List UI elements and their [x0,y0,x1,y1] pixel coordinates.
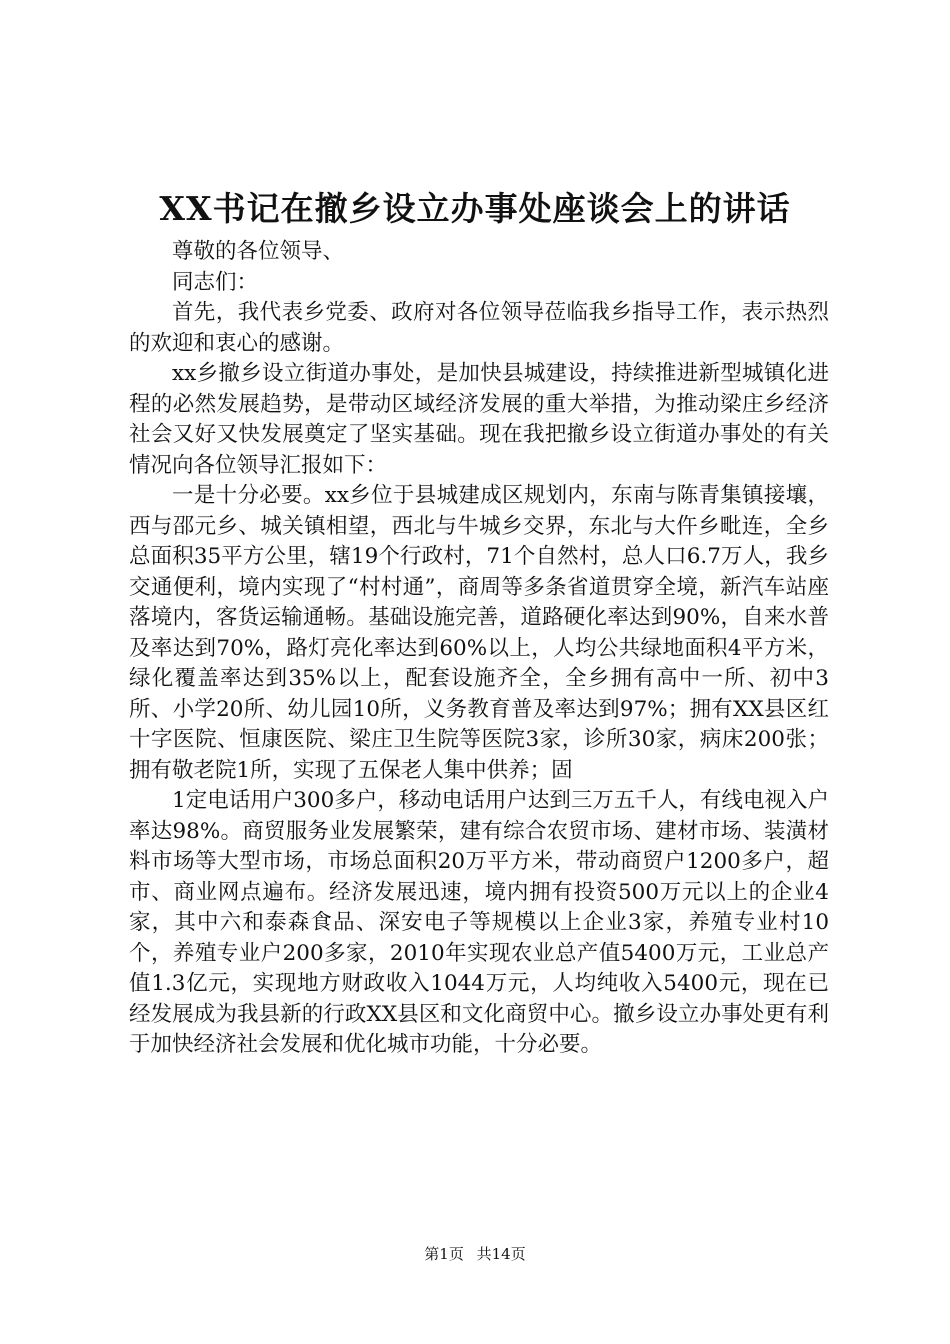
paragraph-intro: xx乡撤乡设立街道办事处，是加快县城建设，持续推进新型城镇化进程的必然发展趋势，是带动区域经济发展的重大举措，为推动梁庄乡经济社会又好又快发展奠定了坚实基础。现在我把撤乡设立街道办事处的有关情况向各位领导汇报如下： [129,361,829,478]
page-total: 共14页 [476,1245,526,1263]
page-number: 第1页 [424,1245,464,1263]
page-footer [0,1243,950,1265]
paragraph-continued: 1定电话用户300多户，移动电话用户达到三万五千人，有线电视入户率达98%。商贸服务业发展繁荣，建有综合农贸市场、建材市场、装潢材料市场等大型市场，市场总面积20万平方米，带动商贸户1200多户，超市、商业网点遍布。经济发展迅速，境内拥有投资500万元以上的企业4家，其中六和泰森食品、深安电子等规模以上企业3家，养殖专业村10个，养殖专业户200多家，2010年实现农业总产值5400万元，工业总产值1.3亿元，实现地方财政收入1044万元，人均纯收入5400元，现在已经发展成为我县新的行政XX县区和文化商贸中心。撤乡设立办事处更有利于加快经济社会发展和优化城市功能，十分必要。 [129,788,829,1057]
paragraph-necessity: 一是十分必要。xx乡位于县城建成区规划内，东南与陈青集镇接壤，西与邵元乡、城关镇相望，西北与牛城乡交界，东北与大仵乡毗连，全乡总面积35平方公里，辖19个行政村，71个自然村，总人口6.7万人，我乡交通便利，境内实现了“村村通”，商周等多条省道贯穿全境，新汽车站座落境内，客货运输通畅。基础设施完善，道路硬化率达到90%，自来水普及率达到70%，路灯亮化率达到60%以上，人均公共绿地面积4平方米，绿化覆盖率达到35%以上，配套设施齐全，全乡拥有高中一所、初中3所、小学20所、幼儿园10所，义务教育普及率达到97%；拥有XX县区红十字医院、恒康医院、梁庄卫生院等医院3家，诊所30家，病床200张；拥有敬老院1所，实现了五保老人集中供养；固 [129,483,829,783]
salutation-line-2: 同志们： [172,269,259,295]
document-body [129,237,829,1061]
paragraph-opening: 首先，我代表乡党委、政府对各位领导莅临我乡指导工作，表示热烈的欢迎和衷心的感谢。 [129,300,829,356]
salutation-line-1: 尊敬的各位领导、 [172,239,345,264]
document-title: XX书记在撤乡设立办事处座谈会上的讲话 [159,189,791,228]
